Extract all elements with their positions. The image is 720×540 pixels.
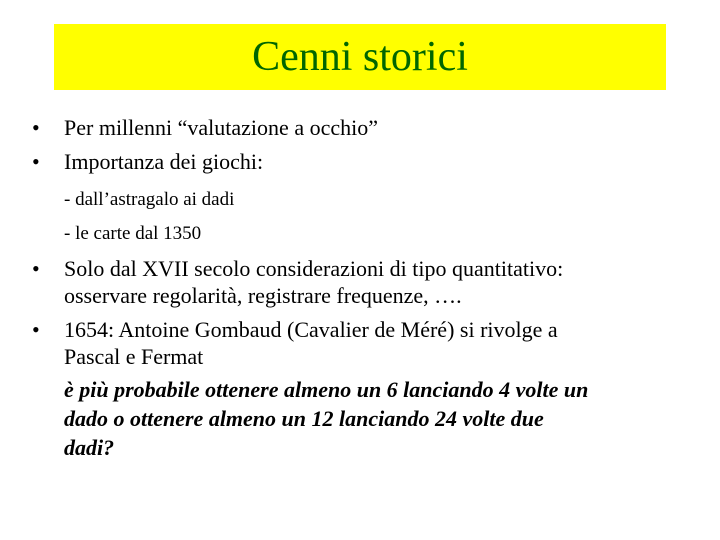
sub-item: - dall’astragalo ai dadi — [64, 189, 235, 210]
bullet-text-line: Solo dal XVII secolo considerazioni di tipo quantitativo: — [64, 256, 564, 281]
bullet-text: Importanza dei giochi: — [64, 149, 264, 174]
sub-item: - le carte dal 1350 — [64, 223, 202, 244]
slide-title: Cenni storici — [252, 34, 468, 80]
bullet-marker: • — [32, 256, 40, 281]
bullet-marker: • — [32, 115, 40, 140]
question-line: dadi? — [64, 435, 115, 460]
bullet-text-line: Pascal e Fermat — [64, 344, 204, 369]
question-line: dado o ottenere almeno un 12 lanciando 24 volte due — [64, 406, 544, 431]
bullet-text-line: 1654: Antoine Gombaud (Cavalier de Méré) si rivolge a — [64, 317, 558, 342]
bullet-text-line: osservare regolarità, registrare frequenze, …. — [64, 283, 462, 308]
question-line: è più probabile ottenere almeno un 6 lanciando 4 volte un — [64, 377, 589, 402]
bullet-marker: • — [32, 149, 40, 174]
bullet-text: Per millenni “valutazione a occhio” — [64, 115, 378, 140]
bullet-marker: • — [32, 317, 40, 342]
